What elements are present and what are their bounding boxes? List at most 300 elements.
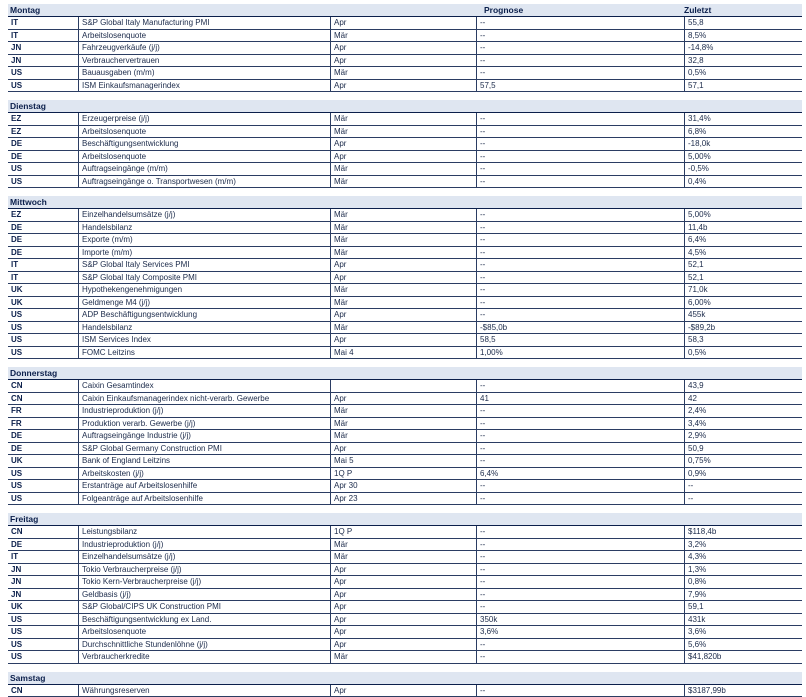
last-value-cell: 42 (688, 393, 697, 405)
indicator-cell: Caixin Einkaufsmanagerindex nicht-verarb. Gewerbe (82, 393, 269, 405)
table-row (8, 176, 802, 189)
period-cell: Apr (334, 42, 346, 54)
table-row (8, 405, 802, 418)
indicator-cell: ISM Services Index (82, 334, 151, 346)
last-value-cell: 52,1 (688, 259, 704, 271)
table-row (8, 222, 802, 235)
forecast-cell: -- (480, 564, 485, 576)
column-divider (476, 209, 477, 359)
table-row (8, 589, 802, 602)
day-section (8, 100, 802, 188)
period-cell: Mai 4 (334, 347, 354, 359)
period-cell: Mär (334, 651, 348, 663)
forecast-cell: -- (480, 163, 485, 175)
forecast-cell: -- (480, 455, 485, 467)
forecast-cell: -- (480, 234, 485, 246)
last-value-cell: $41,820b (688, 651, 721, 663)
indicator-cell: Handelsbilanz (82, 222, 132, 234)
forecast-cell: -- (480, 209, 485, 221)
period-cell: Mär (334, 163, 348, 175)
period-cell: Mär (334, 284, 348, 296)
period-cell: Apr (334, 576, 346, 588)
indicator-cell: Beschäftigungsentwicklung ex Land. (82, 614, 211, 626)
table-row (8, 651, 802, 664)
forecast-cell: 41 (480, 393, 489, 405)
period-cell: Apr (334, 443, 346, 455)
zuletzt-header: Zuletzt (684, 4, 711, 16)
column-divider (330, 380, 331, 505)
indicator-cell: Erzeugerpreise (j/j) (82, 113, 150, 125)
day-header (8, 4, 802, 17)
period-cell: Mär (334, 67, 348, 79)
country-cell: DE (11, 222, 22, 234)
last-value-cell: 55,8 (688, 17, 704, 29)
last-value-cell: 0,75% (688, 455, 711, 467)
country-cell: US (11, 347, 22, 359)
column-divider (330, 209, 331, 359)
column-divider (78, 113, 79, 188)
country-cell: IT (11, 30, 18, 42)
period-cell: Mär (334, 209, 348, 221)
table-row (8, 614, 802, 627)
period-cell: Apr (334, 564, 346, 576)
day-section (8, 513, 802, 664)
table-row (8, 209, 802, 222)
table-row (8, 297, 802, 310)
indicator-cell: S&P Global Italy Composite PMI (82, 272, 197, 284)
last-value-cell: 8,5% (688, 30, 706, 42)
indicator-cell: Verbraucherkredite (82, 651, 150, 663)
forecast-cell: 3,6% (480, 626, 498, 638)
indicator-cell: Erstanträge auf Arbeitslosenhilfe (82, 480, 197, 492)
table-row (8, 480, 802, 493)
country-cell: US (11, 480, 22, 492)
table-row (8, 163, 802, 176)
period-cell: Mär (334, 234, 348, 246)
period-cell: Mär (334, 539, 348, 551)
column-divider (684, 526, 685, 664)
last-value-cell: 5,00% (688, 151, 711, 163)
table-row (8, 380, 802, 393)
last-value-cell: 0,5% (688, 67, 706, 79)
country-cell: UK (11, 284, 23, 296)
indicator-cell: Auftragseingänge (m/m) (82, 163, 168, 175)
period-cell: Mär (334, 30, 348, 42)
forecast-cell: -- (480, 55, 485, 67)
forecast-cell: -- (480, 151, 485, 163)
forecast-cell: -- (480, 176, 485, 188)
column-divider (330, 685, 331, 697)
last-value-cell: 32,8 (688, 55, 704, 67)
country-cell: DE (11, 430, 22, 442)
last-value-cell: 57,1 (688, 80, 704, 92)
country-cell: EZ (11, 113, 21, 125)
period-cell: Apr (334, 334, 346, 346)
day-header (8, 513, 802, 526)
indicator-cell: Geldbasis (j/j) (82, 589, 131, 601)
indicator-cell: Importe (m/m) (82, 247, 132, 259)
day-header (8, 672, 802, 685)
indicator-cell: Durchschnittliche Stundenlöhne (j/j) (82, 639, 208, 651)
last-value-cell: 2,4% (688, 405, 706, 417)
country-cell: US (11, 309, 22, 321)
table-row (8, 151, 802, 164)
last-value-cell: 6,00% (688, 297, 711, 309)
country-cell: CN (11, 526, 23, 538)
country-cell: UK (11, 601, 23, 613)
forecast-cell: -- (480, 639, 485, 651)
indicator-cell: Bank of England Leitzins (82, 455, 170, 467)
last-value-cell: -18,0k (688, 138, 710, 150)
country-cell: DE (11, 234, 22, 246)
period-cell: Apr 30 (334, 480, 358, 492)
column-divider (684, 209, 685, 359)
last-value-cell: 59,1 (688, 601, 704, 613)
country-cell: CN (11, 393, 23, 405)
last-value-cell: 0,5% (688, 347, 706, 359)
last-value-cell: 0,4% (688, 176, 706, 188)
column-divider (330, 113, 331, 188)
table-row (8, 626, 802, 639)
table-row (8, 138, 802, 151)
forecast-cell: -- (480, 259, 485, 271)
country-cell: US (11, 468, 22, 480)
period-cell: Mär (334, 176, 348, 188)
country-cell: JN (11, 589, 21, 601)
forecast-cell: -- (480, 651, 485, 663)
indicator-cell: Leistungsbilanz (82, 526, 137, 538)
table-row (8, 30, 802, 43)
period-cell: Mär (334, 418, 348, 430)
period-cell: Apr (334, 272, 346, 284)
forecast-cell: -- (480, 539, 485, 551)
last-value-cell: 5,00% (688, 209, 711, 221)
last-value-cell: 43,9 (688, 380, 704, 392)
forecast-cell: -- (480, 222, 485, 234)
forecast-cell: 57,5 (480, 80, 496, 92)
last-value-cell: 71,0k (688, 284, 708, 296)
country-cell: JN (11, 55, 21, 67)
table-row (8, 685, 802, 697)
country-cell: US (11, 614, 22, 626)
last-value-cell: 455k (688, 309, 705, 321)
country-cell: EZ (11, 126, 21, 138)
country-cell: IT (11, 272, 18, 284)
forecast-cell: 6,4% (480, 468, 498, 480)
table-row (8, 455, 802, 468)
indicator-cell: Auftragseingänge Industrie (j/j) (82, 430, 191, 442)
forecast-cell: 350k (480, 614, 497, 626)
last-value-cell: 7,9% (688, 589, 706, 601)
period-cell: Apr (334, 589, 346, 601)
period-cell: 1Q P (334, 526, 352, 538)
day-section (8, 196, 802, 359)
day-header (8, 367, 802, 380)
table-row (8, 393, 802, 406)
country-cell: UK (11, 455, 23, 467)
country-cell: US (11, 176, 22, 188)
day-section (8, 367, 802, 505)
column-divider (78, 526, 79, 664)
period-cell: Apr (334, 80, 346, 92)
period-cell: 1Q P (334, 468, 352, 480)
column-divider (684, 17, 685, 92)
table-row (8, 639, 802, 652)
forecast-cell: -- (480, 284, 485, 296)
period-cell: Apr (334, 626, 346, 638)
indicator-cell: FOMC Leitzins (82, 347, 135, 359)
indicator-cell: Arbeitslosenquote (82, 30, 146, 42)
last-value-cell: $3187,99b (688, 685, 726, 697)
day-header (8, 196, 802, 209)
last-value-cell: 58,3 (688, 334, 704, 346)
indicator-cell: Produktion verarb. Gewerbe (j/j) (82, 418, 195, 430)
country-cell: US (11, 67, 22, 79)
period-cell: Mär (334, 551, 348, 563)
period-cell: Mär (334, 222, 348, 234)
table-row (8, 576, 802, 589)
indicator-cell: Tokio Kern-Verbraucherpreise (j/j) (82, 576, 201, 588)
column-divider (684, 113, 685, 188)
day-label: Donnerstag (10, 367, 57, 379)
country-cell: US (11, 493, 22, 505)
last-value-cell: -0,5% (688, 163, 709, 175)
forecast-cell: -- (480, 443, 485, 455)
last-value-cell: 31,4% (688, 113, 711, 125)
forecast-cell: -- (480, 405, 485, 417)
indicator-cell: ISM Einkaufsmanagerindex (82, 80, 180, 92)
forecast-cell: 1,00% (480, 347, 503, 359)
indicator-cell: Währungsreserven (82, 685, 150, 697)
period-cell: Mär (334, 430, 348, 442)
day-header (8, 100, 802, 113)
indicator-cell: Arbeitskosten (j/j) (82, 468, 144, 480)
table-row (8, 564, 802, 577)
day-section (8, 672, 802, 697)
day-label: Samstag (10, 672, 45, 684)
forecast-cell: -- (480, 17, 485, 29)
last-value-cell: 4,5% (688, 247, 706, 259)
period-cell: Apr (334, 614, 346, 626)
country-cell: IT (11, 17, 18, 29)
table-row (8, 272, 802, 285)
table-row (8, 309, 802, 322)
forecast-cell: -- (480, 589, 485, 601)
day-section (8, 4, 802, 92)
table-row (8, 418, 802, 431)
period-cell: Mär (334, 126, 348, 138)
indicator-cell: S&P Global Germany Construction PMI (82, 443, 222, 455)
column-divider (330, 526, 331, 664)
country-cell: JN (11, 42, 21, 54)
period-cell: Apr (334, 393, 346, 405)
last-value-cell: 52,1 (688, 272, 704, 284)
period-cell: Apr (334, 685, 346, 697)
last-value-cell: -- (688, 493, 693, 505)
table-row (8, 247, 802, 260)
forecast-cell: -- (480, 380, 485, 392)
period-cell: Mai 5 (334, 455, 354, 467)
forecast-cell: -- (480, 113, 485, 125)
country-cell: DE (11, 247, 22, 259)
forecast-cell: -- (480, 526, 485, 538)
forecast-cell: -- (480, 576, 485, 588)
country-cell: EZ (11, 209, 21, 221)
table-row (8, 67, 802, 80)
last-value-cell: 6,4% (688, 234, 706, 246)
country-cell: UK (11, 297, 23, 309)
table-row (8, 468, 802, 481)
table-row (8, 259, 802, 272)
table-row (8, 430, 802, 443)
country-cell: DE (11, 138, 22, 150)
indicator-cell: Arbeitslosenquote (82, 151, 146, 163)
table-row (8, 55, 802, 68)
indicator-cell: S&P Global/CIPS UK Construction PMI (82, 601, 221, 613)
country-cell: IT (11, 259, 18, 271)
forecast-cell: -- (480, 272, 485, 284)
last-value-cell: -14,8% (688, 42, 713, 54)
prognose-header: Prognose (484, 4, 523, 16)
forecast-cell: -- (480, 126, 485, 138)
column-divider (476, 526, 477, 664)
country-cell: US (11, 626, 22, 638)
last-value-cell: $118,4b (688, 526, 716, 538)
country-cell: JN (11, 576, 21, 588)
last-value-cell: 1,3% (688, 564, 706, 576)
forecast-cell: -- (480, 601, 485, 613)
indicator-cell: Fahrzeugverkäufe (j/j) (82, 42, 160, 54)
table-row (8, 126, 802, 139)
table-row (8, 234, 802, 247)
country-cell: DE (11, 443, 22, 455)
country-cell: US (11, 651, 22, 663)
last-value-cell: 5,6% (688, 639, 706, 651)
forecast-cell: -$85,0b (480, 322, 507, 334)
last-value-cell: 431k (688, 614, 705, 626)
column-divider (684, 380, 685, 505)
country-cell: FR (11, 405, 22, 417)
country-cell: US (11, 163, 22, 175)
indicator-cell: Arbeitslosenquote (82, 626, 146, 638)
table-row (8, 113, 802, 126)
column-divider (476, 17, 477, 92)
country-cell: US (11, 322, 22, 334)
table-row (8, 17, 802, 30)
table-row (8, 539, 802, 552)
forecast-cell: -- (480, 418, 485, 430)
indicator-cell: Tokio Verbraucherpreise (j/j) (82, 564, 182, 576)
column-divider (78, 209, 79, 359)
period-cell: Apr 23 (334, 493, 358, 505)
indicator-cell: S&P Global Italy Services PMI (82, 259, 189, 271)
forecast-cell: -- (480, 30, 485, 42)
country-cell: CN (11, 380, 23, 392)
forecast-cell: -- (480, 430, 485, 442)
forecast-cell: -- (480, 247, 485, 259)
last-value-cell: 50,9 (688, 443, 704, 455)
column-divider (78, 685, 79, 697)
last-value-cell: 4,3% (688, 551, 706, 563)
column-divider (78, 17, 79, 92)
indicator-cell: Bauausgaben (m/m) (82, 67, 154, 79)
table-row (8, 551, 802, 564)
indicator-cell: Arbeitslosenquote (82, 126, 146, 138)
column-divider (78, 380, 79, 505)
forecast-cell: -- (480, 138, 485, 150)
last-value-cell: 3,4% (688, 418, 706, 430)
last-value-cell: -- (688, 480, 693, 492)
indicator-cell: Folgeanträge auf Arbeitslosenhilfe (82, 493, 203, 505)
country-cell: US (11, 639, 22, 651)
last-value-cell: 11,4b (688, 222, 707, 234)
table-row (8, 443, 802, 456)
period-cell: Apr (334, 639, 346, 651)
period-cell: Apr (334, 151, 346, 163)
last-value-cell: 3,6% (688, 626, 706, 638)
day-label: Dienstag (10, 100, 46, 112)
forecast-cell: -- (480, 309, 485, 321)
table-row (8, 42, 802, 55)
forecast-cell: -- (480, 480, 485, 492)
table-row (8, 80, 802, 93)
forecast-cell: -- (480, 551, 485, 563)
last-value-cell: 2,9% (688, 430, 706, 442)
table-row (8, 493, 802, 506)
table-row (8, 284, 802, 297)
column-divider (684, 685, 685, 697)
forecast-cell: 58,5 (480, 334, 496, 346)
table-row (8, 601, 802, 614)
indicator-cell: Einzelhandelsumsätze (j/j) (82, 551, 175, 563)
country-cell: DE (11, 151, 22, 163)
indicator-cell: Auftragseingänge o. Transportwesen (m/m) (82, 176, 236, 188)
indicator-cell: Handelsbilanz (82, 322, 132, 334)
indicator-cell: Industrieproduktion (j/j) (82, 539, 163, 551)
last-value-cell: 0,8% (688, 576, 706, 588)
period-cell: Mär (334, 247, 348, 259)
forecast-cell: -- (480, 297, 485, 309)
indicator-cell: Industrieproduktion (j/j) (82, 405, 163, 417)
forecast-cell: -- (480, 685, 485, 697)
country-cell: US (11, 80, 22, 92)
indicator-cell: Einzelhandelsumsätze (j/j) (82, 209, 175, 221)
table-row (8, 334, 802, 347)
period-cell: Apr (334, 17, 346, 29)
indicator-cell: Verbrauchervertrauen (82, 55, 159, 67)
last-value-cell: 0,9% (688, 468, 706, 480)
period-cell: Apr (334, 138, 346, 150)
column-divider (330, 17, 331, 92)
indicator-cell: Hypothekengenehmigungen (82, 284, 182, 296)
period-cell: Mär (334, 322, 348, 334)
period-cell: Apr (334, 309, 346, 321)
indicator-cell: Exporte (m/m) (82, 234, 133, 246)
indicator-cell: ADP Beschäftigungsentwicklung (82, 309, 197, 321)
forecast-cell: -- (480, 42, 485, 54)
indicator-cell: Geldmenge M4 (j/j) (82, 297, 150, 309)
table-row (8, 526, 802, 539)
table-row (8, 322, 802, 335)
column-divider (476, 380, 477, 505)
day-label: Mittwoch (10, 196, 47, 208)
column-divider (476, 685, 477, 697)
day-label: Freitag (10, 513, 38, 525)
country-cell: IT (11, 551, 18, 563)
forecast-cell: -- (480, 67, 485, 79)
period-cell: Apr (334, 601, 346, 613)
table-row (8, 347, 802, 360)
